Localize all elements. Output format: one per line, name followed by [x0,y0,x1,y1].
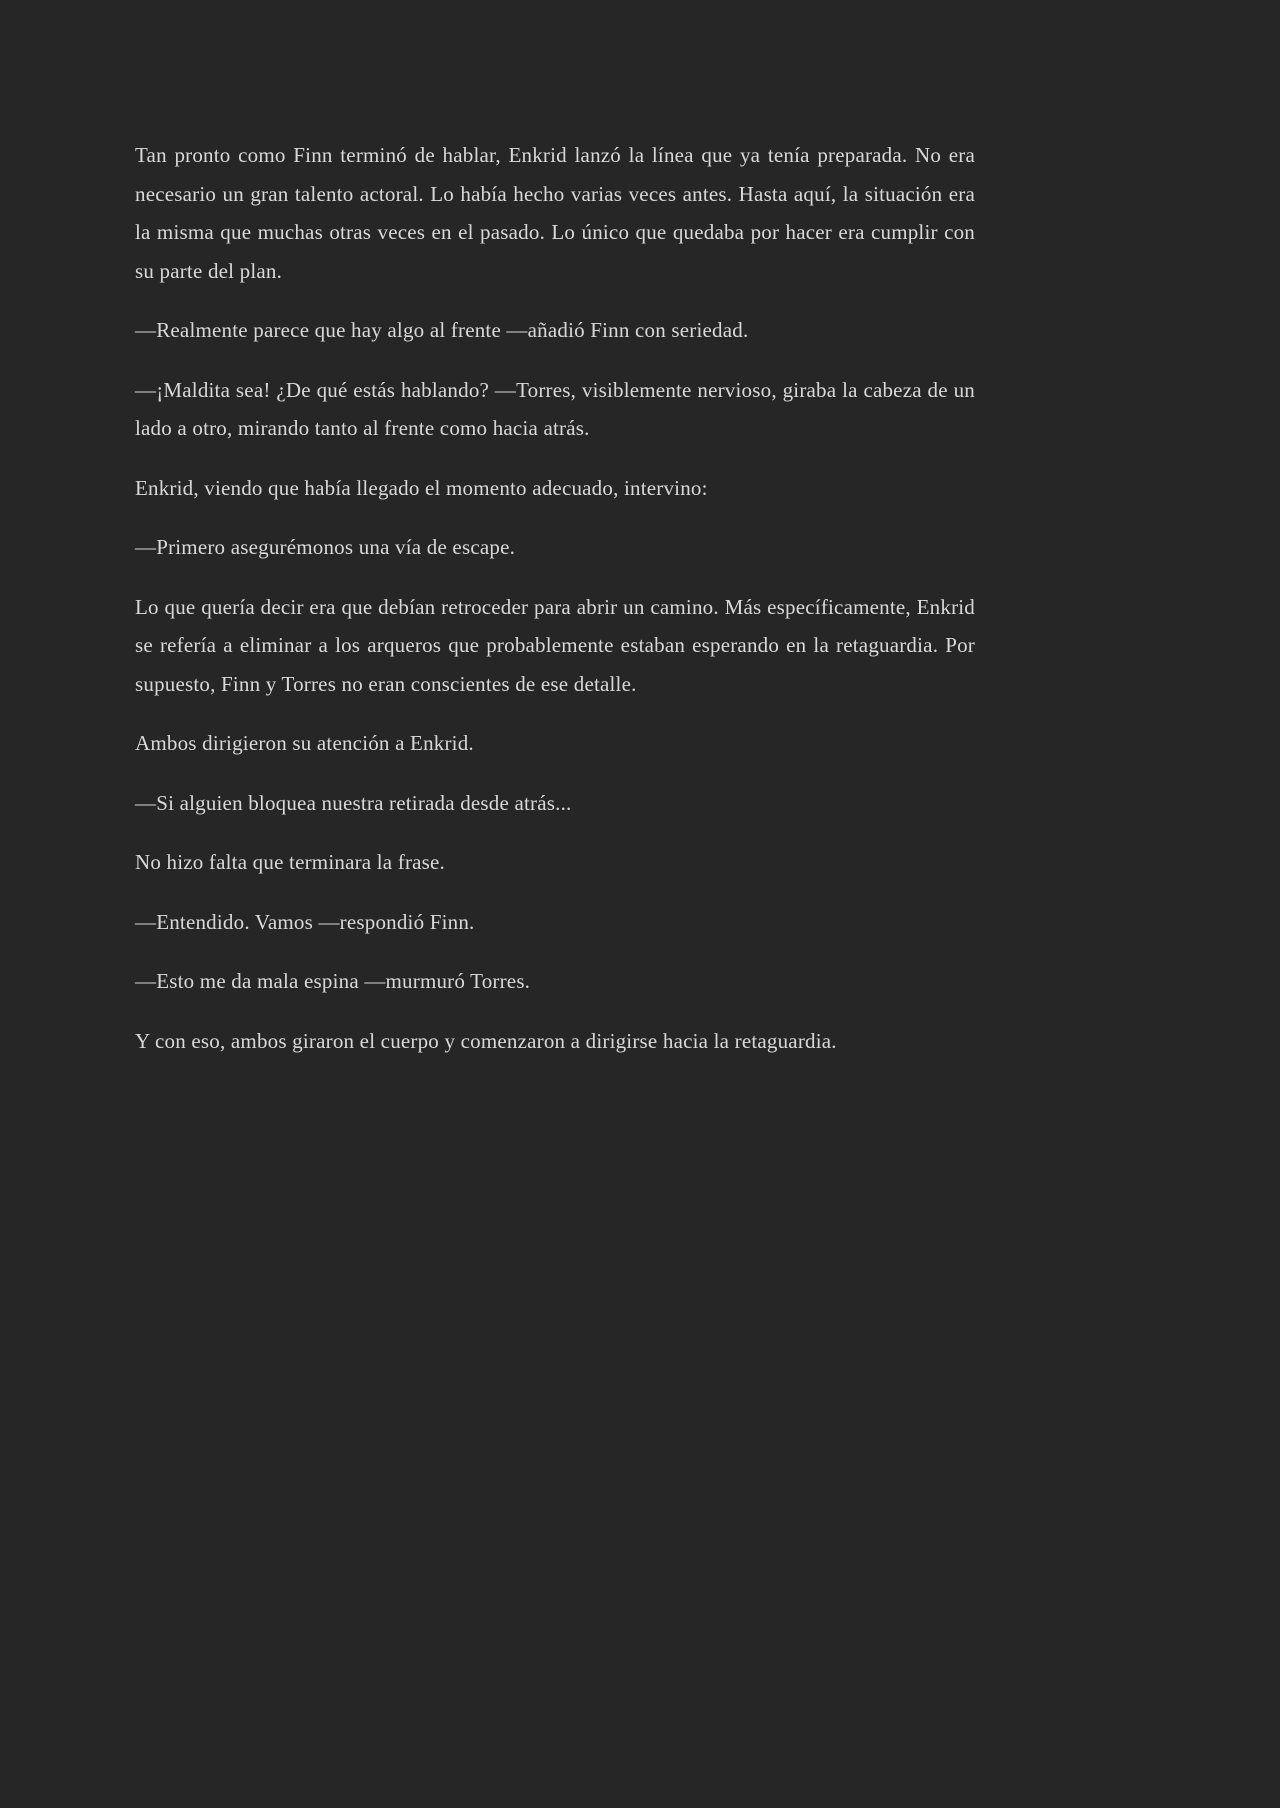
paragraph: Lo que quería decir era que debían retroceder para abrir un camino. Más específicamente, Enkrid se refería a eliminar a los arqueros que probablemente estaban esperando en la retaguardia. Por supuesto, Finn y Torres no eran conscientes de ese detalle. [135,594,975,696]
paragraph: —Si alguien bloquea nuestra retirada desde atrás... [135,790,572,815]
paragraph: Enkrid, viendo que había llegado el momento adecuado, intervino: [135,475,708,500]
paragraph: Y con eso, ambos giraron el cuerpo y comenzaron a dirigirse hacia la retaguardia. [135,1028,837,1053]
paragraph: —Esto me da mala espina —murmuró Torres. [135,969,531,993]
paragraph: —Realmente parece que hay algo al frente —añadió Finn con seriedad. [135,318,749,342]
paragraph: —Entendido. Vamos —respondió Finn. [135,909,475,934]
paragraph: No hizo falta que terminara la frase. [135,850,446,874]
text-column [135,136,975,1060]
paragraph: Ambos dirigieron su atención a Enkrid. [135,731,474,755]
paragraph: Tan pronto como Finn terminó de hablar, Enkrid lanzó la línea que ya tenía preparada. No era necesario un gran talento actoral. Lo había hecho varias veces antes. Hasta aquí, la situación era la misma que muchas otras veces en el pasado. Lo único que quedaba por hacer era cumplir con su parte del plan. [135,143,975,283]
paragraph: —Primero asegurémonos una vía de escape. [135,535,516,559]
paragraph: —¡Maldita sea! ¿De qué estás hablando? —Torres, visiblemente nervioso, giraba la cabeza de un lado a otro, mirando tanto al frente como hacia atrás. [135,377,975,440]
